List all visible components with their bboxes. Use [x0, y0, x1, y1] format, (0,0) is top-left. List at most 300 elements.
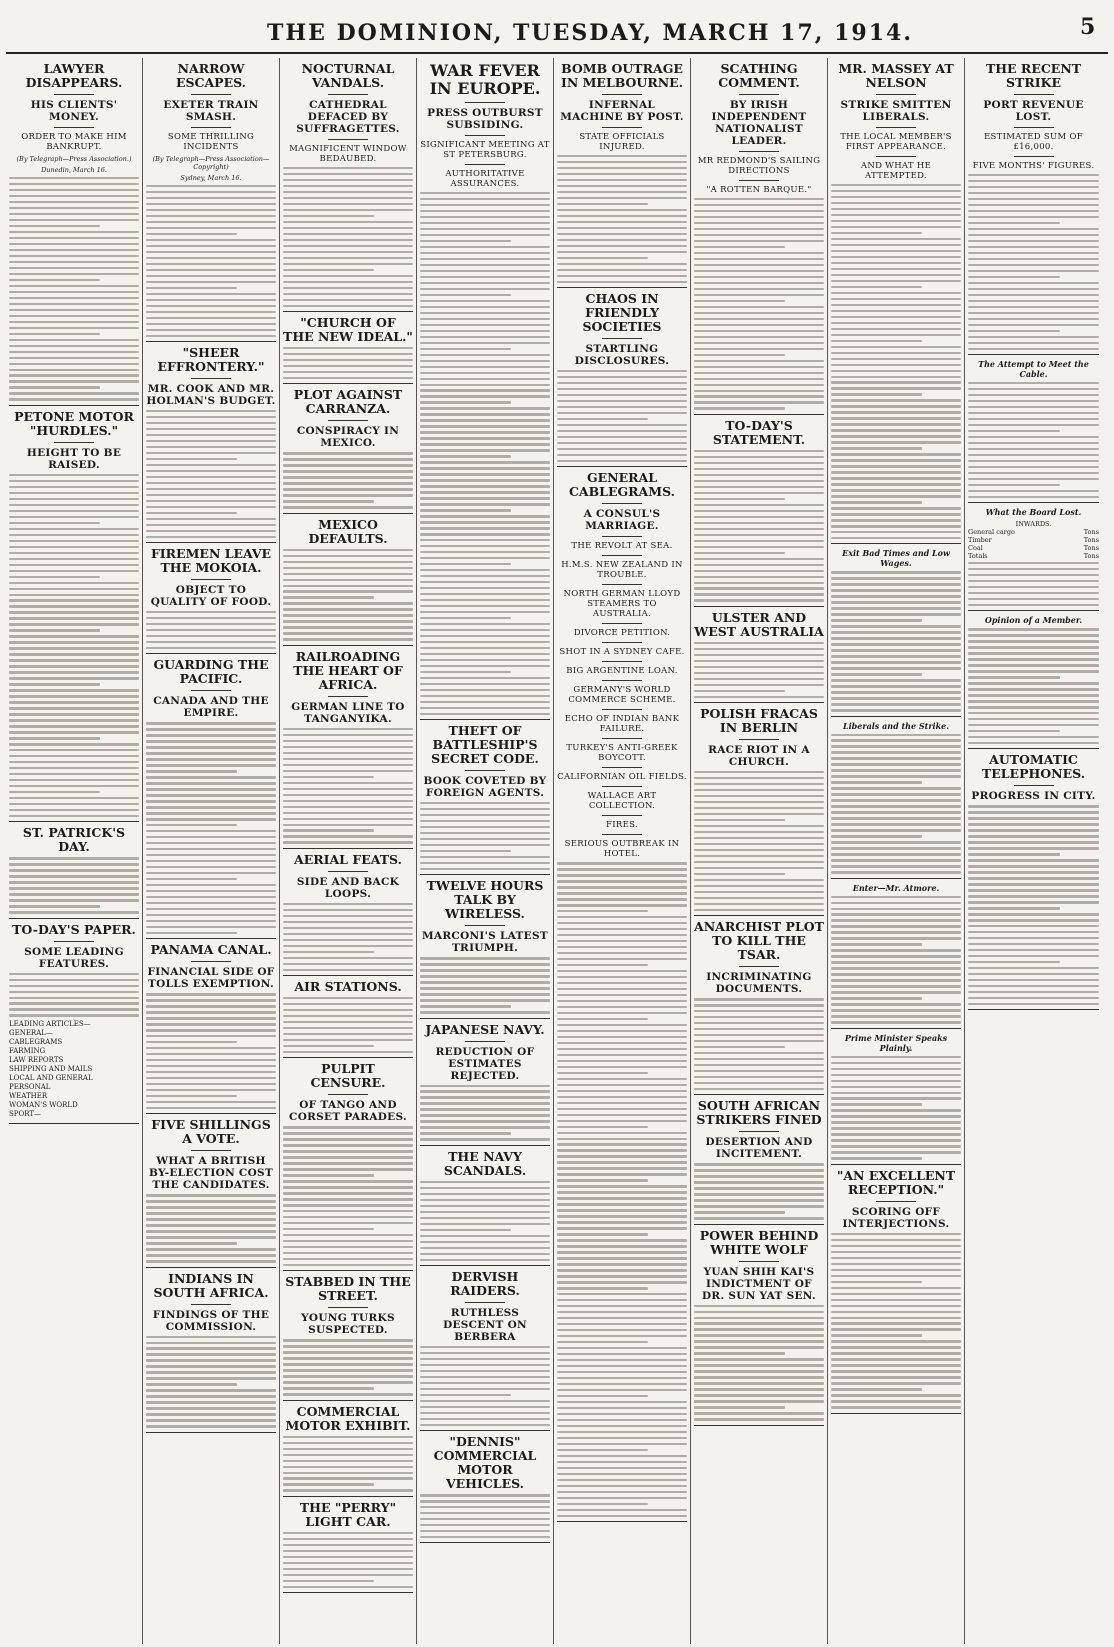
article-body [283, 728, 413, 844]
headline-rule [602, 709, 642, 710]
headline-rule [328, 696, 368, 697]
headline-rule [328, 1094, 368, 1095]
feature-label: WOMAN'S WORLD [9, 1101, 78, 1110]
article-subhead: MAGNIFICENT WINDOW BEDAUBED. [289, 144, 407, 164]
feature-label: SPORT— [9, 1110, 42, 1119]
table-cell: Tons [1083, 544, 1099, 553]
article-headline: GENERAL CABLEGRAMS. [568, 470, 676, 500]
article-body [283, 1339, 413, 1395]
dateline-place: Dunedin, March 16. [41, 166, 107, 174]
article-body [831, 184, 961, 539]
article-subhead: ORDER TO MAKE HIM BANKRUPT. [21, 132, 127, 152]
headline-rule [328, 871, 368, 872]
article-subhead: "A ROTTEN BARQUE." [706, 185, 812, 195]
article-subhead: SOME LEADING FEATURES. [24, 945, 124, 970]
article-headline: PULPIT CENSURE. [310, 1061, 386, 1091]
headline-rule [876, 127, 916, 128]
article-body [831, 896, 961, 1024]
article-headline: THE RECENT STRIKE [985, 61, 1082, 90]
article-subhead: PROGRESS IN CITY. [971, 790, 1096, 803]
article-divider [283, 848, 413, 849]
article-headline: PLOT AGAINST CARRANZA. [293, 387, 403, 417]
article-subhead: STATE OFFICIALS INJURED. [579, 132, 665, 152]
headline-rule [191, 378, 231, 379]
article-subhead: TURKEY'S ANTI-GREEK BOYCOTT. [566, 743, 678, 764]
article-body [694, 1163, 824, 1219]
dateline-place: Sydney, March 16. [180, 174, 242, 182]
article-divider [420, 1145, 550, 1146]
feature-item [9, 1110, 139, 1119]
article-body [694, 1305, 824, 1421]
article-body [9, 474, 139, 818]
newspaper-columns [6, 58, 1108, 1644]
article-body [146, 1336, 276, 1428]
article-headline: FIREMEN LEAVE THE MOKOIA. [150, 546, 272, 576]
article-subhead: BIG ARGENTINE LOAN. [566, 666, 678, 677]
article-headline: Exit Bad Times and Low Wages. [842, 548, 950, 569]
headline-rule [54, 127, 94, 128]
feature-item [9, 1056, 139, 1065]
headline-rule [602, 127, 642, 128]
article-subhead: WALLACE ART COLLECTION. [587, 791, 657, 812]
article-divider [283, 975, 413, 976]
headline-rule [191, 127, 231, 128]
table-cell: Tons [1083, 552, 1099, 561]
article-subhead: A CONSUL'S MARRIAGE. [583, 508, 661, 533]
headline-rule [602, 503, 642, 504]
feature-item [9, 1047, 139, 1056]
article-subhead: CANADA AND THE EMPIRE. [153, 695, 269, 720]
article-divider [9, 1123, 139, 1124]
article-divider [283, 1592, 413, 1593]
headline-rule [54, 442, 94, 443]
article-body [831, 571, 961, 711]
article-subhead: DIVORCE PETITION. [573, 628, 671, 639]
masthead-rule [6, 52, 1108, 54]
article-headline: THE "PERRY" LIGHT CAR. [299, 1499, 397, 1529]
article-headline: AIR STATIONS. [294, 979, 402, 995]
article-body [420, 1085, 550, 1141]
article-divider [146, 341, 276, 342]
article-headline: "DENNIS" COMMERCIAL MOTOR VEHICLES. [433, 1434, 537, 1492]
article-divider [694, 1425, 824, 1426]
article-divider [968, 502, 1099, 503]
article-divider [283, 513, 413, 514]
article-divider [420, 1430, 550, 1431]
feature-item [9, 1092, 139, 1101]
article-headline: MEXICO DEFAULTS. [308, 516, 388, 546]
article-subhead: FINANCIAL SIDE OF TOLLS EXEMPTION. [147, 966, 275, 991]
article-divider [831, 878, 961, 879]
dateline-source: (By Telegraph—Press Association.) [16, 155, 132, 163]
article-subhead: NORTH GERMAN LLOYD STEAMERS TO AUSTRALIA. [563, 589, 681, 620]
article-subhead: SCORING OFF INTERJECTIONS. [842, 1205, 950, 1230]
article-subhead: H.M.S. NEW ZEALAND IN TROUBLE. [561, 560, 683, 581]
headline-rule [191, 961, 231, 962]
article-subhead: INCRIMINATING DOCUMENTS. [706, 971, 812, 996]
table-row [968, 552, 1099, 560]
article-body [146, 611, 276, 649]
feature-label: LOCAL AND GENERAL [9, 1074, 93, 1083]
article-body [968, 805, 1099, 1005]
headline-rule [602, 555, 642, 556]
article-body [420, 957, 550, 1013]
article-subhead: EXETER TRAIN SMASH. [163, 99, 259, 123]
article-headline: AERIAL FEATS. [294, 851, 402, 867]
headline-rule [602, 738, 642, 739]
headline-rule [465, 1041, 505, 1042]
article-headline: TWELVE HOURS TALK BY WIRELESS. [426, 878, 544, 922]
article-subhead: SHOT IN A SYDNEY CAFE. [559, 647, 685, 658]
article-body [694, 642, 824, 698]
article-body [283, 347, 413, 379]
article-divider [283, 645, 413, 646]
article-body [146, 722, 276, 934]
headline-rule [602, 815, 642, 816]
article-headline: TO-DAY'S PAPER. [12, 921, 136, 937]
table-cell: Timber [968, 536, 992, 545]
article-divider [694, 414, 824, 415]
column-1 [6, 58, 143, 1644]
article-body [694, 998, 824, 1090]
column-2 [143, 58, 280, 1644]
feature-label: GENERAL— [9, 1029, 53, 1038]
article-body [420, 802, 550, 870]
article-subhead: SIGNIFICANT MEETING AT ST PETERSBURG. [420, 140, 550, 160]
article-subhead: SOME THRILLING INCIDENTS [167, 132, 255, 152]
table-cell: Tons [1083, 536, 1099, 545]
feature-label: LAW REPORTS [9, 1056, 64, 1065]
article-body [283, 903, 413, 971]
article-headline: SCATHING COMMENT. [718, 61, 800, 90]
article-divider [831, 1164, 961, 1165]
article-headline: THE NAVY SCANDALS. [443, 1148, 527, 1178]
article-headline: CHAOS IN FRIENDLY SOCIETIES [582, 291, 662, 335]
article-divider [283, 1057, 413, 1058]
headline-rule [191, 690, 231, 691]
headline-rule [191, 94, 231, 95]
article-subhead: RUTHLESS DESCENT ON BERBERA [443, 1306, 527, 1343]
article-subhead: ESTIMATED SUM OF £16,000. [984, 132, 1083, 152]
article-body [283, 997, 413, 1053]
article-divider [557, 1521, 687, 1522]
headline-rule [602, 584, 642, 585]
article-headline: STABBED IN THE STREET. [285, 1274, 411, 1304]
article-divider [968, 610, 1099, 611]
article-headline: NARROW ESCAPES. [175, 61, 247, 90]
article-body [694, 450, 824, 602]
table-row [968, 544, 1099, 552]
figures-table [968, 520, 1099, 560]
feature-label: SHIPPING AND MAILS [9, 1065, 93, 1074]
article-headline: Opinion of a Member. [984, 615, 1083, 626]
table-cell: Tons [1083, 528, 1099, 537]
article-headline: "AN EXCELLENT RECEPTION." [836, 1167, 956, 1197]
article-headline: MR. MASSEY AT NELSON [838, 61, 954, 90]
headline-rule [739, 1131, 779, 1132]
headline-rule [54, 94, 94, 95]
headline-rule [1014, 156, 1054, 157]
headline-rule [876, 156, 916, 157]
article-headline: ST. PATRICK'S DAY. [22, 825, 126, 855]
article-divider [694, 702, 824, 703]
article-body [968, 382, 1099, 498]
article-subhead: CONSPIRACY IN MEXICO. [296, 425, 400, 450]
column-6 [691, 58, 828, 1644]
article-subhead: STARTLING DISCLOSURES. [574, 343, 670, 368]
article-body [9, 177, 139, 401]
article-body [557, 155, 687, 283]
article-subhead: GERMANY'S WORLD COMMERCE SCHEME. [568, 685, 676, 706]
article-body [283, 1532, 413, 1588]
article-body [831, 1233, 961, 1409]
article-subhead: BY IRISH INDEPENDENT NATIONALIST LEADER. [711, 99, 807, 147]
article-headline: What the Board Lost. [985, 507, 1082, 518]
table-cell: General cargo [968, 528, 1015, 537]
article-headline: LAWYER DISAPPEARS. [25, 61, 123, 90]
table-row [968, 528, 1099, 536]
headline-rule [54, 941, 94, 942]
article-subhead: YOUNG TURKS SUSPECTED. [301, 1312, 395, 1337]
article-divider [146, 1432, 276, 1433]
article-divider [420, 719, 550, 720]
headline-rule [465, 135, 505, 136]
article-divider [694, 1224, 824, 1225]
article-divider [968, 1009, 1099, 1010]
headline-rule [328, 1307, 368, 1308]
article-headline: GUARDING THE PACIFIC. [153, 657, 269, 687]
headline-rule [465, 925, 505, 926]
article-body [283, 549, 413, 641]
article-divider [557, 466, 687, 467]
article-divider [420, 1265, 550, 1266]
column-5 [554, 58, 691, 1644]
headline-rule [602, 642, 642, 643]
headline-rule [739, 94, 779, 95]
headline-rule [465, 102, 505, 103]
article-headline: Prime Minister Speaks Plainly. [844, 1032, 948, 1053]
headline-rule [191, 1304, 231, 1305]
article-body [557, 862, 687, 1517]
article-headline: Liberals and the Strike. [843, 720, 949, 731]
masthead [0, 0, 1114, 58]
headline-rule [739, 739, 779, 740]
masthead-title: THE DOMINION, TUESDAY, MARCH 17, 1914. [267, 20, 913, 46]
article-divider [420, 1018, 550, 1019]
article-body [146, 410, 276, 538]
article-divider [420, 874, 550, 875]
article-divider [694, 1094, 824, 1095]
article-body [831, 734, 961, 874]
column-3 [280, 58, 417, 1644]
table-cell: Coal [968, 544, 983, 553]
headline-rule [602, 767, 642, 768]
headline-rule [191, 579, 231, 580]
article-divider [694, 606, 824, 607]
article-divider [146, 1267, 276, 1268]
headline-rule [739, 966, 779, 967]
article-subhead: REDUCTION OF ESTIMATES REJECTED. [435, 1045, 535, 1082]
article-subhead: AUTHORITATIVE ASSURANCES. [445, 169, 525, 189]
article-subhead: RACE RIOT IN A CHURCH. [708, 744, 810, 769]
article-subhead: MR. COOK AND MR. HOLMAN'S BUDGET. [146, 383, 276, 407]
article-divider [9, 918, 139, 919]
headline-rule [602, 786, 642, 787]
article-headline: AUTOMATIC TELEPHONES. [981, 752, 1086, 782]
headline-rule [191, 1150, 231, 1151]
article-divider [283, 383, 413, 384]
article-subhead: ECHO OF INDIAN BANK FAILURE. [564, 714, 680, 735]
article-headline: NOCTURNAL VANDALS. [301, 61, 395, 90]
article-headline: COMMERCIAL MOTOR EXHIBIT. [285, 1403, 411, 1433]
headline-rule [602, 536, 642, 537]
page-number: 5 [1080, 14, 1096, 40]
article-subhead: GERMAN LINE TO TANGANYIKA. [291, 700, 405, 725]
article-body [283, 167, 413, 307]
headline-rule [602, 680, 642, 681]
article-body [420, 1494, 550, 1538]
article-headline: "SHEER EFFRONTERY." [157, 345, 265, 374]
table-row [968, 536, 1099, 544]
feature-item [9, 1020, 139, 1029]
article-body [968, 628, 1099, 744]
headline-rule [602, 623, 642, 624]
feature-item [9, 1065, 139, 1074]
article-headline: PANAMA CANAL. [150, 942, 272, 958]
article-subhead: THE REVOLT AT SEA. [571, 541, 673, 552]
article-subhead: OBJECT TO QUALITY OF FOOD. [150, 584, 272, 609]
article-subhead: THE LOCAL MEMBER'S FIRST APPEARANCE. [840, 132, 952, 152]
article-body [968, 562, 1099, 606]
article-subhead: HIS CLIENTS' MONEY. [30, 99, 118, 123]
article-body [557, 370, 687, 462]
column-7 [828, 58, 965, 1644]
article-headline: TO-DAY'S STATEMENT. [712, 417, 806, 447]
article-body [420, 1346, 550, 1426]
article-body [283, 1436, 413, 1492]
article-headline: INDIANS IN SOUTH AFRICA. [153, 1270, 269, 1300]
article-headline: SOUTH AFRICAN STRIKERS FINED [696, 1098, 822, 1128]
headline-rule [739, 180, 779, 181]
article-divider [9, 821, 139, 822]
article-body [831, 1056, 961, 1160]
headline-rule [465, 164, 505, 165]
feature-item [9, 1074, 139, 1083]
article-body [694, 771, 824, 911]
article-subhead: PORT REVENUE LOST. [983, 99, 1084, 123]
feature-label: LEADING ARTICLES— [9, 1020, 91, 1029]
article-body [283, 1126, 413, 1266]
article-headline: PETONE MOTOR "HURDLES." [14, 408, 134, 438]
article-body [420, 192, 550, 715]
article-headline: Enter—Mr. Atmore. [852, 882, 940, 893]
article-divider [283, 1496, 413, 1497]
article-headline: The Attempt to Meet the Cable. [978, 358, 1089, 379]
headline-rule [1014, 94, 1054, 95]
article-body [420, 1181, 550, 1261]
feature-label: WEATHER [9, 1092, 48, 1101]
article-body [9, 857, 139, 913]
article-subhead: STRIKE SMITTEN LIBERALS. [840, 99, 952, 123]
article-headline: ULSTER AND WEST AUSTRALIA [694, 609, 824, 639]
headline-rule [602, 834, 642, 835]
table-cell: Totals [968, 552, 988, 561]
article-divider [831, 1028, 961, 1029]
article-headline: DERVISH RAIDERS. [450, 1268, 520, 1298]
feature-label: PERSONAL [9, 1083, 51, 1092]
headline-rule [739, 1261, 779, 1262]
headline-rule [465, 770, 505, 771]
article-subhead: FINDINGS OF THE COMMISSION. [152, 1308, 270, 1333]
article-divider [9, 405, 139, 406]
feature-label: CABLEGRAMS [9, 1038, 63, 1047]
article-subhead: FIRES. [606, 820, 638, 831]
article-subhead: PRESS OUTBURST SUBSIDING. [427, 107, 543, 131]
article-body [146, 1194, 276, 1262]
article-subhead: SIDE AND BACK LOOPS. [296, 875, 400, 900]
article-headline: BOMB OUTRAGE IN MELBOURNE. [560, 61, 684, 90]
article-headline: POWER BEHIND WHITE WOLF [699, 1227, 819, 1257]
table-head: INWARDS. [1015, 520, 1052, 529]
article-subhead: BOOK COVETED BY FOREIGN AGENTS. [423, 775, 547, 800]
article-subhead: AND WHAT HE ATTEMPTED. [860, 161, 932, 181]
article-subhead: MARCONI'S LATEST TRIUMPH. [422, 930, 548, 955]
column-4 [417, 58, 554, 1644]
features-list [9, 1020, 139, 1119]
article-body [283, 452, 413, 508]
article-divider [968, 748, 1099, 749]
article-subhead: SERIOUS OUTBREAK IN HOTEL. [564, 839, 680, 860]
article-subhead: INFERNAL MACHINE BY POST. [560, 99, 684, 123]
headline-rule [328, 94, 368, 95]
article-subhead: WHAT A BRITISH BY-ELECTION COST THE CANDIDATES. [148, 1155, 274, 1192]
headline-rule [1014, 785, 1054, 786]
article-headline: WAR FEVER IN EUROPE. [429, 61, 541, 98]
article-subhead: MR REDMOND'S SAILING DIRECTIONS [697, 156, 821, 176]
table-head-row [968, 520, 1099, 528]
article-subhead: CATHEDRAL DEFACED BY SUFFRAGETTES. [296, 99, 400, 135]
headline-rule [602, 338, 642, 339]
article-divider [831, 543, 961, 544]
article-divider [146, 1113, 276, 1114]
feature-item [9, 1038, 139, 1047]
article-headline: ANARCHIST PLOT TO KILL THE TSAR. [694, 919, 824, 963]
article-subhead: CALIFORNIAN OIL FIELDS. [557, 772, 687, 783]
article-subhead: HEIGHT TO BE RAISED. [26, 446, 122, 471]
headline-rule [465, 1302, 505, 1303]
feature-item [9, 1029, 139, 1038]
article-subhead: FIVE MONTHS' FIGURES. [972, 161, 1095, 171]
feature-item [9, 1083, 139, 1092]
article-headline: THEFT OF BATTLESHIP'S SECRET CODE. [431, 723, 539, 767]
headline-rule [739, 151, 779, 152]
article-body [9, 973, 139, 1017]
article-divider [146, 542, 276, 543]
article-divider [420, 1542, 550, 1543]
article-headline: RAILROADING THE HEART OF AFRICA. [293, 648, 403, 692]
headline-rule [876, 94, 916, 95]
article-divider [831, 1413, 961, 1414]
article-headline: POLISH FRACAS IN BERLIN [700, 706, 818, 736]
article-divider [283, 1400, 413, 1401]
article-divider [146, 938, 276, 939]
article-body [146, 185, 276, 337]
article-body [146, 993, 276, 1109]
article-subhead: OF TANGO AND CORSET PARADES. [289, 1099, 407, 1124]
dateline-source: (By Telegraph—Press Association—Copyright) [152, 155, 270, 171]
article-subhead: YUAN SHIH KAI'S INDICTMENT OF DR. SUN YAT SEN. [702, 1265, 816, 1302]
article-divider [146, 653, 276, 654]
